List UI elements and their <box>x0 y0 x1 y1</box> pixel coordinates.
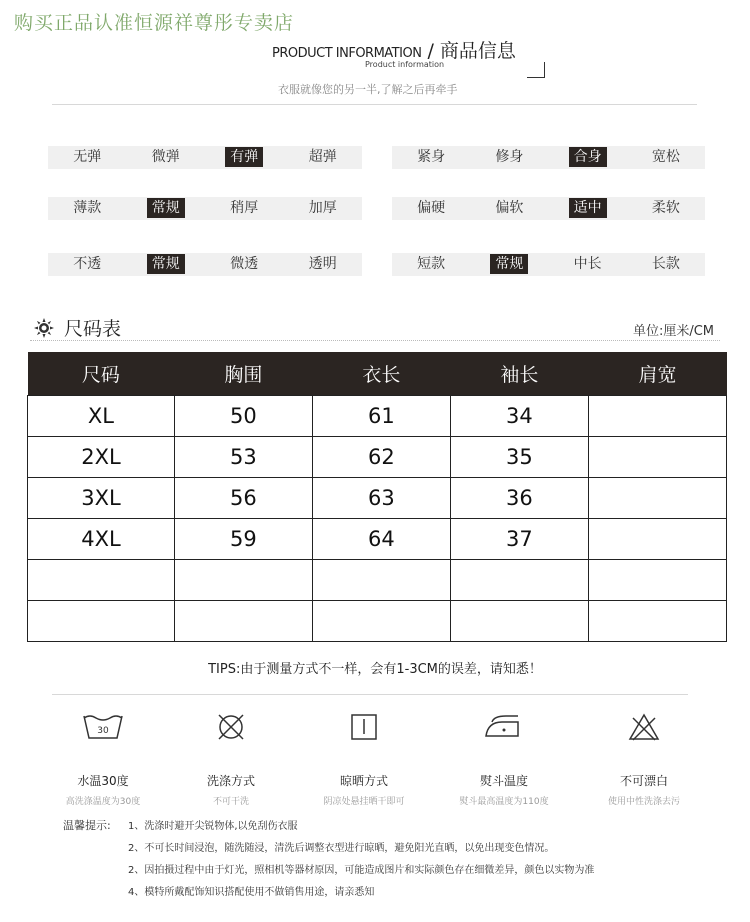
table-cell <box>174 600 312 641</box>
table-cell <box>174 559 312 600</box>
attribute-row <box>392 253 705 276</box>
attribute-option: 柔软 <box>651 200 680 216</box>
attribute-option: 短款 <box>417 256 446 272</box>
attribute-option: 偏硬 <box>417 200 446 216</box>
table-cell <box>312 559 450 600</box>
product-description: 衣服就像您的另一半,了解之后再牵手 <box>278 83 458 96</box>
attribute-option-selected: 有弹 <box>205 146 284 169</box>
table-cell <box>312 600 450 641</box>
attribute-option: 长款 <box>651 256 680 272</box>
table-cell <box>588 477 726 518</box>
title-en: PRODUCT INFORMATION <box>272 46 422 61</box>
no-bleach-icon <box>574 712 714 742</box>
table-row <box>28 395 727 436</box>
table-cell: 56 <box>174 477 312 518</box>
iron-icon <box>434 712 574 742</box>
table-cell: 3XL <box>28 477 175 518</box>
wash-30-icon <box>33 712 173 742</box>
table-cell: XL <box>28 395 175 436</box>
column-header: 尺码 <box>28 352 175 395</box>
care-item <box>161 712 301 807</box>
attribute-option-selected: 适中 <box>549 197 627 220</box>
note-item: 4、模特所戴配饰知识搭配使用不做销售用途，请亲悉知 <box>128 887 375 898</box>
attribute-option: 透明 <box>308 256 337 272</box>
attribute-option: 稍厚 <box>230 200 259 216</box>
size-chart-header <box>34 314 121 341</box>
care-item <box>574 712 714 807</box>
attribute-option-selected: 合身 <box>549 146 627 169</box>
column-header: 肩宽 <box>588 352 726 395</box>
table-cell: 63 <box>312 477 450 518</box>
care-name: 水温30度 <box>77 774 129 788</box>
note-item: 2、因拍摄过程中由于灯光，照相机等器材原因，可能造成图片和实际颜色存在细微差异，颜色以实物为准 <box>128 865 595 876</box>
care-desc: 熨斗最高温度为110度 <box>459 797 549 807</box>
attribute-option: 微弹 <box>151 149 180 165</box>
attribute-option-selected: 常规 <box>127 253 206 276</box>
watermark: 购买正品认准恒源祥尊彤专卖店 <box>14 12 295 34</box>
attribute-row <box>48 146 362 169</box>
divider <box>52 104 697 105</box>
attribute-option: 加厚 <box>308 200 337 216</box>
attribute-option: 薄款 <box>73 200 102 216</box>
column-header: 袖长 <box>450 352 588 395</box>
svg-text:30: 30 <box>97 726 109 736</box>
table-cell <box>588 436 726 477</box>
divider <box>52 694 688 695</box>
attribute-row <box>392 197 705 220</box>
attribute-row <box>48 253 362 276</box>
table-row <box>28 477 727 518</box>
care-desc: 阴凉处悬挂晒干即可 <box>323 797 405 807</box>
gear-icon <box>34 318 54 338</box>
table-cell: 36 <box>450 477 588 518</box>
table-cell: 61 <box>312 395 450 436</box>
column-header: 衣长 <box>312 352 450 395</box>
attribute-option-selected: 常规 <box>127 197 206 220</box>
notes-label: 温馨提示: <box>63 819 111 832</box>
size-chart-title: 尺码表 <box>64 318 122 340</box>
table-cell: 64 <box>312 518 450 559</box>
attribute-option: 超弹 <box>308 149 337 165</box>
table-row <box>28 436 727 477</box>
table-cell: 4XL <box>28 518 175 559</box>
size-table <box>27 352 727 642</box>
table-cell: 50 <box>174 395 312 436</box>
attribute-option: 偏软 <box>495 200 524 216</box>
note-item: 2、不可长时间浸泡，随洗随浸，清洗后调整衣型进行晾晒，避免阳光直晒，以免出现变色情况。 <box>128 843 555 854</box>
attribute-option: 中长 <box>573 256 602 272</box>
attribute-option: 微透 <box>230 256 259 272</box>
care-desc: 不可干洗 <box>212 797 249 807</box>
table-row <box>28 600 727 641</box>
care-name: 熨斗温度 <box>479 774 528 788</box>
table-cell: 53 <box>174 436 312 477</box>
care-name: 洗涤方式 <box>206 774 255 788</box>
table-header-row <box>28 352 727 395</box>
notes-list <box>128 817 594 905</box>
care-desc: 高洗涤温度为30度 <box>65 797 141 807</box>
table-cell <box>588 395 726 436</box>
table-cell <box>588 600 726 641</box>
table-cell: 37 <box>450 518 588 559</box>
care-item <box>33 712 173 807</box>
attribute-option: 无弹 <box>73 149 102 165</box>
table-cell <box>450 600 588 641</box>
care-name: 晾晒方式 <box>339 774 388 788</box>
table-row <box>28 518 727 559</box>
care-name: 不可漂白 <box>619 774 668 788</box>
table-cell: 59 <box>174 518 312 559</box>
attribute-option: 宽松 <box>651 149 680 165</box>
table-cell: 35 <box>450 436 588 477</box>
section-title <box>272 36 516 63</box>
attribute-option: 修身 <box>495 149 524 165</box>
table-cell <box>588 559 726 600</box>
table-cell: 62 <box>312 436 450 477</box>
unit-label: 单位:厘米/CM <box>632 324 714 339</box>
no-dry-clean-icon <box>161 712 301 742</box>
table-cell: 2XL <box>28 436 175 477</box>
table-cell <box>28 600 175 641</box>
title-cn: 商品信息 <box>439 40 516 62</box>
tips-text: TIPS:由于测量方式不一样，会有1-3CM的误差，请知悉！ <box>208 662 542 677</box>
care-desc: 使用中性洗涤去污 <box>607 797 680 807</box>
table-cell <box>450 559 588 600</box>
title-sep: / <box>421 40 440 62</box>
dotted-divider <box>30 340 720 341</box>
line-dry-icon <box>294 712 434 742</box>
table-cell: 34 <box>450 395 588 436</box>
attribute-row <box>392 146 705 169</box>
care-item <box>294 712 434 807</box>
table-cell <box>588 518 726 559</box>
care-item <box>434 712 574 807</box>
attribute-option-selected: 常规 <box>470 253 548 276</box>
note-item: 1、洗涤时避开尖锐物体,以免刮伤衣服 <box>128 821 298 832</box>
table-row <box>28 559 727 600</box>
table-cell <box>28 559 175 600</box>
title-sub-en: Product information <box>365 60 445 69</box>
corner-decoration <box>527 62 545 78</box>
attribute-option: 不透 <box>73 256 102 272</box>
attribute-row <box>48 197 362 220</box>
attribute-option: 紧身 <box>417 149 446 165</box>
column-header: 胸围 <box>174 352 312 395</box>
